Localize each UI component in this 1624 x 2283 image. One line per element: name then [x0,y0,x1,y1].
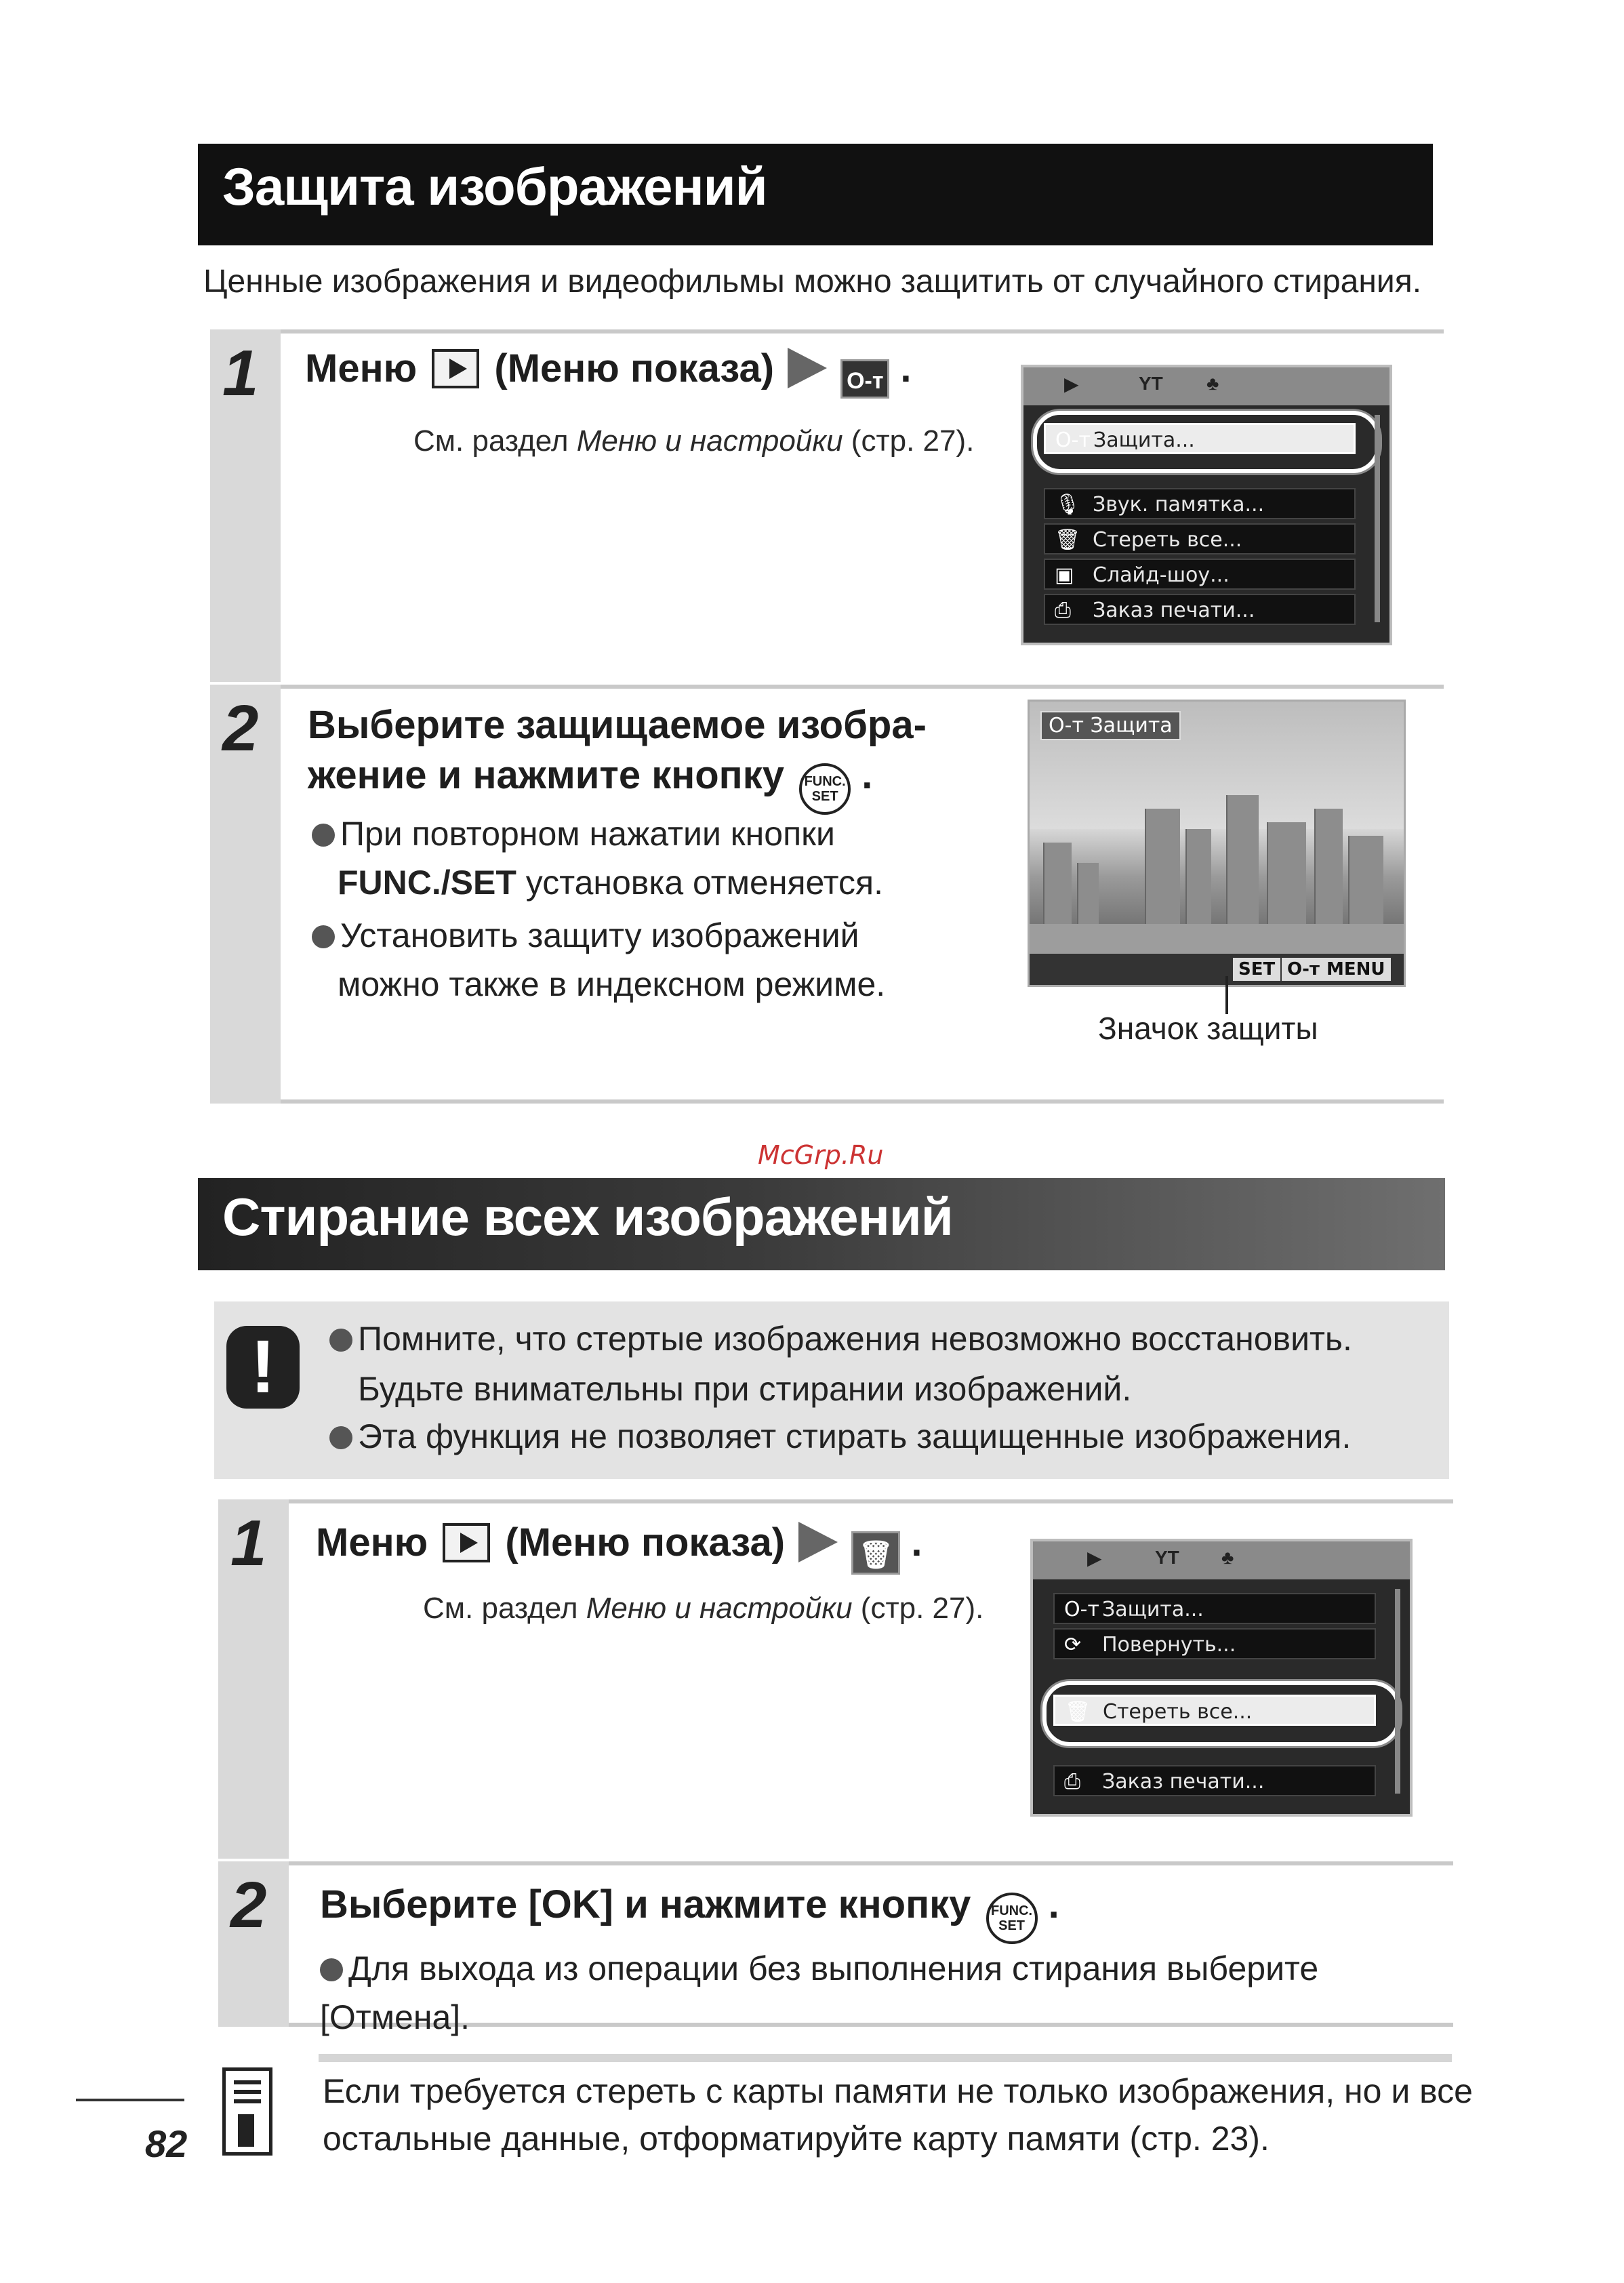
playback-menu-icon [443,1523,490,1562]
page-number-rule [76,2099,184,2101]
note-divider [319,2054,1452,2062]
erase-step-2 [218,1861,1453,2036]
erase-all-icon: 🗑 [851,1531,900,1575]
warning-line-2: Будьте внимательны при стирании изображений. [358,1370,1132,1408]
step-heading-line1: Выберите защищаемое изобра- [308,703,927,747]
print-icon: ⎙ [1055,599,1071,622]
menu-item-voice-memo[interactable]: 🎙 Звук. памятка... [1044,488,1356,519]
menu-item-protect[interactable]: О-т Защита... [1053,1593,1376,1624]
step-heading: Меню (Меню показа) О-т . [305,346,912,399]
bullet-cancel: Для выхода из операции без выполнения стирания выберите [Отмена]. [320,1949,1319,2036]
arrow-right-icon [788,348,827,388]
menu-scrollbar [1375,415,1380,622]
protect-icon-caption: Значок защиты [1098,1011,1318,1046]
step-number: 1 [230,1507,267,1579]
func-set-button-icon: FUNC. SET [799,763,851,815]
arrow-right-icon [798,1522,838,1562]
bullet-cancel: При повторном нажатии кнопки FUNC./SET установка отменяется. [312,809,883,907]
playback-menu-icon [432,349,479,388]
note-memo-icon [222,2067,272,2156]
watermark: McGrp.Ru [758,1140,884,1170]
menu-item-print-order[interactable]: ⎙ Заказ печати... [1053,1765,1376,1796]
trash-icon: 🗑 [1055,528,1081,552]
print-icon: ⎙ [1064,1770,1080,1794]
step-number: 1 [222,337,259,409]
warning-box [214,1301,1449,1479]
play-tab-icon: ▶ [1064,373,1079,395]
warning-line-3: Эта функция не позволяет стирать защищенные изображения. [329,1417,1351,1456]
step-heading: Меню (Меню показа) 🗑 . [316,1520,922,1575]
step-number: 2 [222,692,259,765]
camera-menu-screen [1030,1539,1413,1817]
microphone-icon: 🎙 [1055,493,1081,517]
highlight-ring [1042,1681,1400,1746]
warning-icon: ! [226,1326,300,1409]
note-line-1: Если требуется стереть с карты памяти не только изображения, но и все [323,2072,1473,2110]
bullet-index-mode: Установить защиту изображений можно также в индексном режиме. [312,911,885,1009]
section-title-erase-all [198,1178,1445,1270]
menu-item-erase-all[interactable]: 🗑 Стереть все... [1053,1695,1376,1726]
erase-step-1 [218,1499,1453,1859]
settings-tab-icon: ♣ [1221,1547,1234,1568]
menu-item-rotate[interactable]: ⟳ Повернуть... [1053,1628,1376,1659]
note-line-2: остальные данные, отформатируйте карту памяти (стр. 23). [323,2120,1270,2158]
section-title-protect [198,144,1433,245]
protect-chip: О-т [1282,958,1325,981]
section-title-text: Защита изображений [222,157,767,216]
set-chip: SET [1233,958,1280,981]
rotate-icon: ⟳ [1064,1633,1082,1657]
section-title-text: Стирание всех изображений [222,1187,953,1247]
key-icon: О-т [1064,1598,1099,1621]
menu-item-protect[interactable]: О-т Защита... [1044,423,1356,454]
menu-item-slideshow[interactable]: ▣ Слайд-шоу... [1044,559,1356,590]
protect-key-icon: О-т [840,359,889,399]
menu-chip: MENU [1321,958,1391,981]
tools-tab-icon: YT [1139,373,1163,394]
step-heading-line2: жение и нажмите кнопку FUNC. SET . [308,752,872,815]
page-number: 82 [145,2122,188,2165]
caption-pointer [1225,976,1228,1014]
menu-item-print-order[interactable]: ⎙ Заказ печати... [1044,594,1356,625]
menu-tabs [1033,1541,1410,1579]
play-tab-icon: ▶ [1087,1548,1102,1569]
intro-text: Ценные изображения и видеофильмы можно защитить от случайного стирания. [203,264,1422,300]
step-number: 2 [230,1869,267,1941]
func-set-button-icon: FUNC. SET [986,1893,1038,1944]
protect-step-1 [210,329,1444,682]
protect-label: О-т Защита [1040,711,1181,740]
camera-photo-screen [1028,700,1406,987]
highlight-ring [1033,411,1380,473]
slideshow-icon: ▣ [1055,563,1074,587]
menu-tabs [1023,367,1389,405]
settings-tab-icon: ♣ [1206,373,1219,394]
step-heading: Выберите [OK] и нажмите кнопку FUNC. SET . [320,1882,1059,1944]
tools-tab-icon: YT [1155,1547,1179,1568]
step-reference: См. раздел Меню и настройки (стр. 27). [423,1592,984,1625]
camera-menu-screen [1021,365,1392,645]
menu-scrollbar [1395,1589,1400,1794]
step-reference: См. раздел Меню и настройки (стр. 27). [413,424,975,458]
trash-icon: 🗑 [1065,1700,1091,1724]
warning-line-1: Помните, что стертые изображения невозможно восстановить. [329,1319,1352,1358]
menu-item-erase-all[interactable]: 🗑 Стереть все... [1044,523,1356,554]
